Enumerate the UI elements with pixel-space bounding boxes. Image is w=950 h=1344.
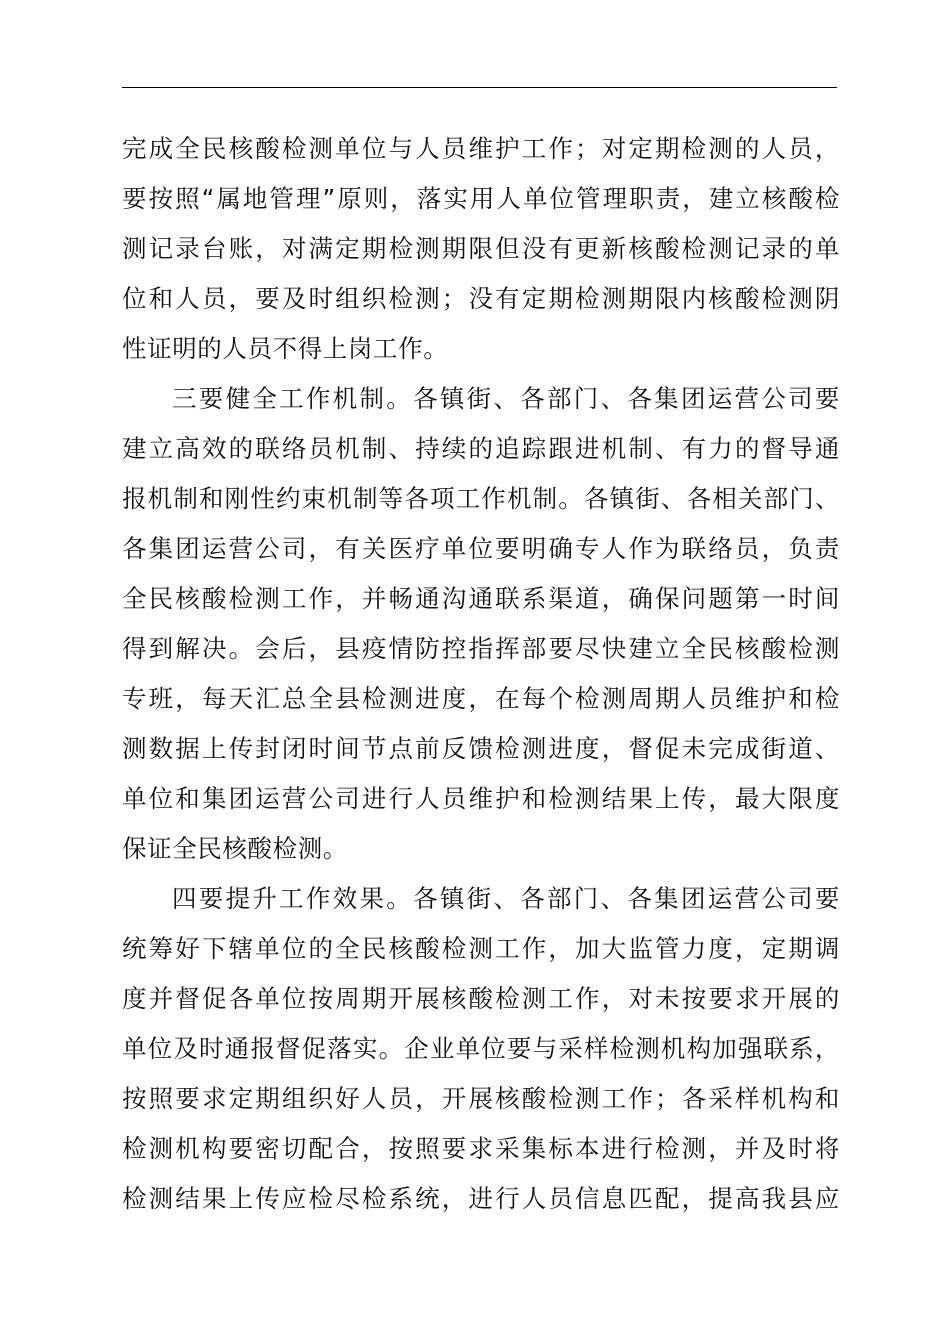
text-line: 得到解决。会后，县疫情防控指挥部要尽快建立全民核酸检测 — [122, 634, 840, 663]
text-line: 检测机构要密切配合，按照要求采集标本进行检测，并及时将 — [122, 1134, 840, 1163]
text-line: 统筹好下辖单位的全民核酸检测工作，加大监管力度，定期调 — [122, 934, 840, 963]
header-rule — [122, 87, 837, 88]
document-body — [122, 124, 840, 1224]
text-line: 按照要求定期组织好人员，开展核酸检测工作；各采样机构和 — [122, 1084, 840, 1113]
text-line: 度并督促各单位按周期开展核酸检测工作，对未按要求开展的 — [122, 984, 840, 1013]
paragraph-2 — [122, 374, 840, 874]
text-line: 全民核酸检测工作，并畅通沟通联系渠道，确保问题第一时间 — [122, 584, 840, 613]
text-line: 建立高效的联络员机制、持续的追踪跟进机制、有力的督导通 — [122, 434, 840, 463]
text-line: 单位及时通报督促落实。企业单位要与采样检测机构加强联系， — [122, 1034, 840, 1063]
text-line: 三要健全工作机制。各镇街、各部门、各集团运营公司要 — [172, 384, 840, 413]
paragraph-1 — [122, 124, 840, 374]
text-line: 单位和集团运营公司进行人员维护和检测结果上传，最大限度 — [122, 784, 840, 813]
text-line: 四要提升工作效果。各镇街、各部门、各集团运营公司要 — [172, 884, 840, 913]
text-line: 报机制和刚性约束机制等各项工作机制。各镇街、各相关部门、 — [122, 484, 840, 513]
text-line: 测数据上传封闭时间节点前反馈检测进度，督促未完成街道、 — [122, 734, 840, 763]
text-line: 性证明的人员不得上岗工作。 — [122, 334, 449, 363]
text-line: 测记录台账，对满定期检测期限但没有更新核酸检测记录的单 — [122, 234, 840, 263]
text-line: 完成全民核酸检测单位与人员维护工作；对定期检测的人员， — [122, 134, 840, 163]
text-line: 保证全民核酸检测。 — [122, 834, 348, 863]
text-line: 各集团运营公司，有关医疗单位要明确专人作为联络员，负责 — [122, 534, 840, 563]
text-line: 要按照“属地管理”原则，落实用人单位管理职责，建立核酸检 — [122, 184, 840, 213]
text-line: 专班，每天汇总全县检测进度，在每个检测周期人员维护和检 — [122, 684, 840, 713]
text-line: 检测结果上传应检尽检系统，进行人员信息匹配，提高我县应 — [122, 1184, 840, 1213]
text-line: 位和人员，要及时组织检测；没有定期检测期限内核酸检测阴 — [122, 284, 840, 313]
paragraph-3 — [122, 874, 840, 1224]
